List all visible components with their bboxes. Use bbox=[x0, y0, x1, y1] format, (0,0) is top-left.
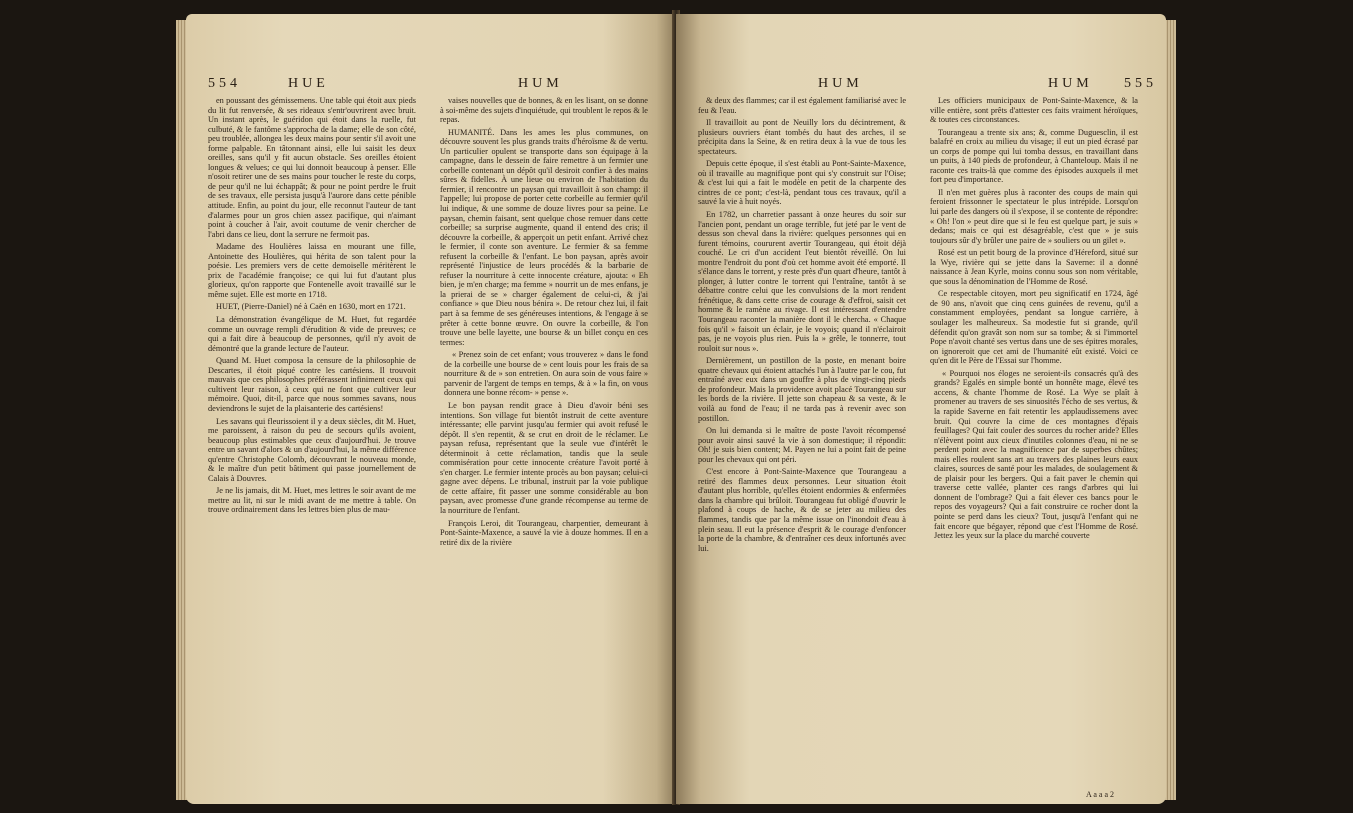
paragraph: François Leroi, dit Tourangeau, charpentier, demeurant à Pont-Sainte-Maxence, a sauvé la vie à douze hommes. Il en a retiré dix de la rivière bbox=[440, 518, 648, 547]
paragraph: Je ne lis jamais, dit M. Huet, mes lettres le soir avant de me mettre au lit, ni sur le midi avant de me mettre à table. On trouve ordinairement dans les lettres bien plus de mau- bbox=[208, 486, 416, 515]
right-header-left: HUM bbox=[818, 76, 863, 91]
right-header-right: HUM bbox=[1048, 76, 1093, 91]
paragraph: Madame des Houlières laissa en mourant une fille, Antoinette des Houlières, qui hérita de son talent pour la poésie. Les premiers vers de cette demoiselle méritèrent le prix de l'académie françoise; ce qui lui fut d'autant plus glorieux, qu'on rapporte que Fontenelle avoit travaillé sur le même sujet. Elle est morte en 1718. bbox=[208, 242, 416, 299]
right-column-2 bbox=[930, 96, 1138, 544]
quotation: « Prenez soin de cet enfant; vous trouverez » dans le fond de la corbeille une bourse de » cent louis pour les frais de sa nourriture & de » son entretien. On aura soin de vous faire » parvenir de l'argent de temps en temps, & à » la fin, on vous donnera une bonne récom- » pense ». bbox=[444, 350, 648, 398]
left-column-2 bbox=[440, 96, 648, 550]
paragraph: Rosé est un petit bourg de la province d'Héreford, situé sur la Wye, rivière qui se jette dans la Saverne: il a donné naissance à Jean Kyrle, moins connu sous son nom véritable, que sous la dénomination de l'Homme de Rosé. bbox=[930, 248, 1138, 286]
paragraph: Dernièrement, un postillon de la poste, en menant boire quatre chevaux qui étoient attachés l'un à l'autre par le cou, fut entraîné avec eux dans un gouffre à plus de vingt-cinq pieds de profondeur. Mais la providence avoit placé Tourangeau sur les bords de la rivière. Il jette son chapeau & sa veste, & le voilà au fond de l'eau; il ne tarda pas à revenir avec son postillon. bbox=[698, 356, 906, 423]
paragraph: HUET, (Pierre-Daniel) né à Caën en 1630, mort en 1721. bbox=[216, 302, 406, 312]
paragraph: Ce respectable citoyen, mort peu significatif en 1724, âgé de 90 ans, n'avoit que cinq cens guinées de revenu, qu'il a constamment employées, pendant sa longue carrière, à soulager les malheureux. Sa modestie fut si grande, qu'il défendit qu'on gravât son nom sur sa tombe; & si l'immortel Pope n'avoit chanté ses vertus dans une de ses épitres morales, on ignoreroit que cet ami de l'humanité eût existé. Voici ce qu'en dit le Père de l'Essai sur l'homme. bbox=[930, 289, 1138, 366]
paragraph: Il travailloit au pont de Neuilly lors du décintrement, & plusieurs ouvriers étant tombés du haut des arches, il se précipita dans la Seine, & en retira deux à la vue de tous les spectateurs. bbox=[698, 118, 906, 156]
right-page bbox=[676, 14, 1166, 804]
left-page-number: 554 bbox=[208, 76, 241, 91]
paragraph: vaises nouvelles que de bonnes, & en les lisant, on se donne à soi-même des sujets d'inquiétude, qui troublent le repos & le repas. bbox=[440, 96, 648, 125]
paragraph: Tourangeau a trente six ans; &, comme Duguesclin, il est balafré en croix au milieu du visage; il eut un pied écrasé par un corps de pompe qui lui tomba dessus, en travaillant dans un puits, à 140 pieds de profondeur, à Chanteloup. Mais il ne raconte ces traits-là que comme des épisodes auxquels il met fort peu d'importance. bbox=[930, 127, 1138, 185]
paragraph: Le bon paysan rendit grace à Dieu d'avoir béni ses intentions. Son village fut bientôt instruit de cette aventure intéressante; elle parvint jusqu'au fermier qui avoit refusé le dépôt. Il s'en repentit, & se crut en droit de le réclamer. Le paysan refusa, représentant que la seule vue d'intérêt le déterminoit à cette réclamation, tandis que la seule commisération pour cette innocente créature l'avoit porté à s'en charger. Le fermier intente procès au bon paysan; celui-ci gagne avec dépens. Le tribunal, instruit par la voie publique de cette affaire, fit passer une somme considérable au bon paysan, avec promesse d'une grande récompense au terme de la nourriture de l'enfant. bbox=[440, 400, 648, 515]
paragraph: La démonstration évangélique de M. Huet, fut regardée comme un ouvrage rempli d'érudition & vide de preuves; ce qui a fait dire à beaucoup de personnes, qu'il n'y avoit de démontré que la grande lecture de l'auteur. bbox=[208, 315, 416, 353]
paragraph: en poussant des gémissemens. Une table qui étoit aux pieds du lit fut renversée, & ses rideaux s'entr'ouvrirent avec bruit. Un instant après, le guéridon qui étoit dans la ruelle, fut culbuté, & le fantôme s'approcha de la dame; elle de son côté, peu troublée, allongea les deux mains pour sentir s'il avoit une forme palpable. En tâtonnant ainsi, elle lui saisit les deux oreilles, sans qu'il y fit aucun obstacle. Ses oreilles étoient longues & velues; ce qui lui donnoit beaucoup à penser. Elle n'osoit retirer une de ses mains pour toucher le reste du corps, de peur qu'il ne lui échappât; & pour ne point perdre le fruit de ses travaux, elle persista jusqu'à l'aurore dans cette pénible attitude. Enfin, au point du jour, elle reconnut l'auteur de tant d'alarmes pour un gros chien assez pacifique, qui n'aimant point à coucher à l'air, avoit coutume de venir chercher de l'abri dans ce lieu, dont la serrure ne fermoit pas. bbox=[208, 96, 416, 239]
signature-mark: A a a a 2 bbox=[1086, 790, 1114, 799]
paragraph: On lui demanda si le maître de poste l'avoit récompensé pour avoir ainsi sauvé la vie à son domestique; il répondit: Oh! je suis bien content; M. Payen ne lui a point fait de peine pour les chevaux qui ont péri. bbox=[698, 426, 906, 464]
right-page-number: 555 bbox=[1124, 76, 1157, 91]
left-page bbox=[186, 14, 676, 804]
right-column-1 bbox=[698, 96, 906, 556]
paragraph: En 1782, un charretier passant à onze heures du soir sur l'ancien pont, pendant un orage terrible, fut jeté par le vent de dessus son cheval dans la rivière: quelques personnes qui en furent témoins, coururent avertir Tourangeau, qui étoit déjà couché. Le cri d'un accident l'eut bientôt réveillé. On lui montre l'endroit du pont d'où cet homme avoit été emporté. Il s'élance dans le torrent, y reste près d'un quart d'heure, tantôt à plonger, à lutter contre le torrent qui l'entraîne, tantôt à se débattre contre celui que les convulsions de la mort rendent frénétique, & dans cette crise de courage & d'effroi, saisit cet homme & le ramène au rivage. Il est intéressant d'entendre Tourangeau raconter la manière dont il le chercha. « Chaque fois qu'il » faisoit un éclair, je le voyois; quand il n'éclairoit pas, je ne voyois plus rien. Puis la » grêle, le tonnerre, tout rouloit sur nous ». bbox=[698, 210, 906, 353]
left-header-right: HUM bbox=[518, 76, 563, 91]
left-header-left: HUE bbox=[288, 76, 329, 91]
paragraph: C'est encore à Pont-Sainte-Maxence que Tourangeau a retiré des flammes deux personnes. Leur situation étoit d'autant plus horrible, qu'elles étoient endormies & enfermées dans la chambre qui brûloit. Tourangeau fut obligé d'ouvrir le plafond à coups de hache, & de se jeter au milieu des flammes, tandis que par la même issue on l'inondoit d'eau à plein seau. Il eut la présence d'esprit & le courage d'enfoncer la porte de la chambre, & d'entraîner ces deux infortunés avec lui. bbox=[698, 467, 906, 553]
left-column-1 bbox=[208, 96, 416, 518]
paragraph: Les officiers municipaux de Pont-Sainte-Maxence, & la ville entière, sont prêts d'attester ces faits vraiment héroïques, & toutes ces circonstances. bbox=[930, 96, 1138, 125]
paragraph: Les savans qui fleurissoient il y a deux siècles, dit M. Huet, me paroissent, à raison du peu de secours qu'ils avoient, beaucoup plus estimables que ceux d'aujourd'hui. Je trouve entre un savant d'alors & un d'aujourd'hui, la même différence qu'entre Christophe Colomb, découvrant le nouveau monde, & le maître d'un petit bâtiment qui passe journellement de Calais à Douvres. bbox=[208, 416, 416, 483]
paragraph: HUMANITÉ. Dans les ames les plus communes, on découvre souvent les plus grands traits d'héroïsme & de vertu. Un particulier opulent se transporte dans son équipage à la campagne, dans le dessein de faire remettre à un fermier une corbeille contenant un dépôt qu'il desiroit confier à des mains sûres & fidelles. À une lieue ou environ de l'habitation du fermier, il rencontre un paysan qui travailloit à son champ: il l'appelle; lui propose de porter cette corbeille au fermier qu'il lui indique, & une somme de douze livres pour sa peine. Le paysan, chemin faisant, sent quelque chose remuer dans cette corbeille; sa surprise augmente, quand il entend des cris; il découvre la corbeille, & apperçoit un petit enfant. Arrivé chez le fermier, il conte son aventure. Le fermier & sa femme refusent la corbeille & l'enfant. Le bon paysan, après avoir représenté l'injustice de leurs procédés & la barbarie de refuser la nourriture à cette innocente créature, ajouta: « Eh bien, je m'en charge; ma femme » nourrit un de mes enfans, je la prierai de se » charger également de celui-ci, & j'ai confiance » que Dieu nous bénira ». De retour chez lui, il fait part à sa femme de ses généreuses intentions, & l'engage à se prêter à cette bonne œuvre. On ouvre la corbeille, & l'on trouve une belle layette, une bourse & un billet conçu en ces termes: bbox=[440, 127, 648, 347]
quotation: « Pourquoi nos éloges ne seroient-ils consacrés qu'à des grands? Egalés en simple bonté un honnête mage, élevé tes accens, & chante l'homme de Rosé. La Wye se plaît à promener au travers de ses sinuosités l'écho de ses vertus, & la rapide Saverne en fait retentir les applaudissemens avec bruit. Qui couvre la cime de ces montagnes d'épais feuillages? Qui fait couler des sources du rocher aride? Elles n'élèvent point aux cieux d'inutiles colonnes d'eau, ni ne se perdent point avec la magnificence par de superbes chûtes; mais elles roulent sans art au travers des plaines leurs eaux claires, sources de santé pour les malades, de soulagement & de plaisir pour les bergers. Qui a fait paver le chemin qui traverse cette vallée, planter ces rangs d'arbres qui lui donnent de l'ombrage? Qui a fait élever ces bancs pour le repos des voyageurs? Qui a fait construire ce rocher dont la pointe se perd dans les cieux? Tout, jusqu'à l'enfant qui ne fait encore que bégayer, répond que c'est l'Homme de Rosé. Jettez les yeux sur la place du marché couverte bbox=[934, 368, 1138, 541]
paragraph: Il n'en met guères plus à raconter des coups de main qui feroient frissonner le spectateur le plus intrépide. Lorsqu'on lui parle des dangers où il s'expose, il se contente de répondre: « Oh! l'on » peut dire que si le feu est quelque part, je suis » dedans; mais ce qui est désagréable, c'est que » je suis toujours sûr d'y brûler une paire de » souliers ou un gilet ». bbox=[930, 187, 1138, 245]
paragraph: & deux des flammes; car il est également familiarisé avec le feu & l'eau. bbox=[698, 96, 906, 115]
paragraph: Quand M. Huet composa la censure de la philosophie de Descartes, il étoit piqué contre les cartésiens. Il trouvoit mauvais que ces philosophes préférassent infiniment ceux qui cultivent leur raison, à ceux qui ne font que cultiver leur mémoire. Quoi, dit-il, parce que nous sommes savans, nous deviendrons le sujet de la plaisanterie des cartésiens! bbox=[208, 356, 416, 413]
paragraph: Depuis cette époque, il s'est établi au Pont-Sainte-Maxence, où il travaille au magnifique pont qui s'y construit sur l'Oise; & c'est lui qui a fait le modèle en petit de la charpente des cintres de ce pont; c'est-là, pendant tous ces travaux, qu'il a sauvé la vie à huit noyés. bbox=[698, 159, 906, 207]
